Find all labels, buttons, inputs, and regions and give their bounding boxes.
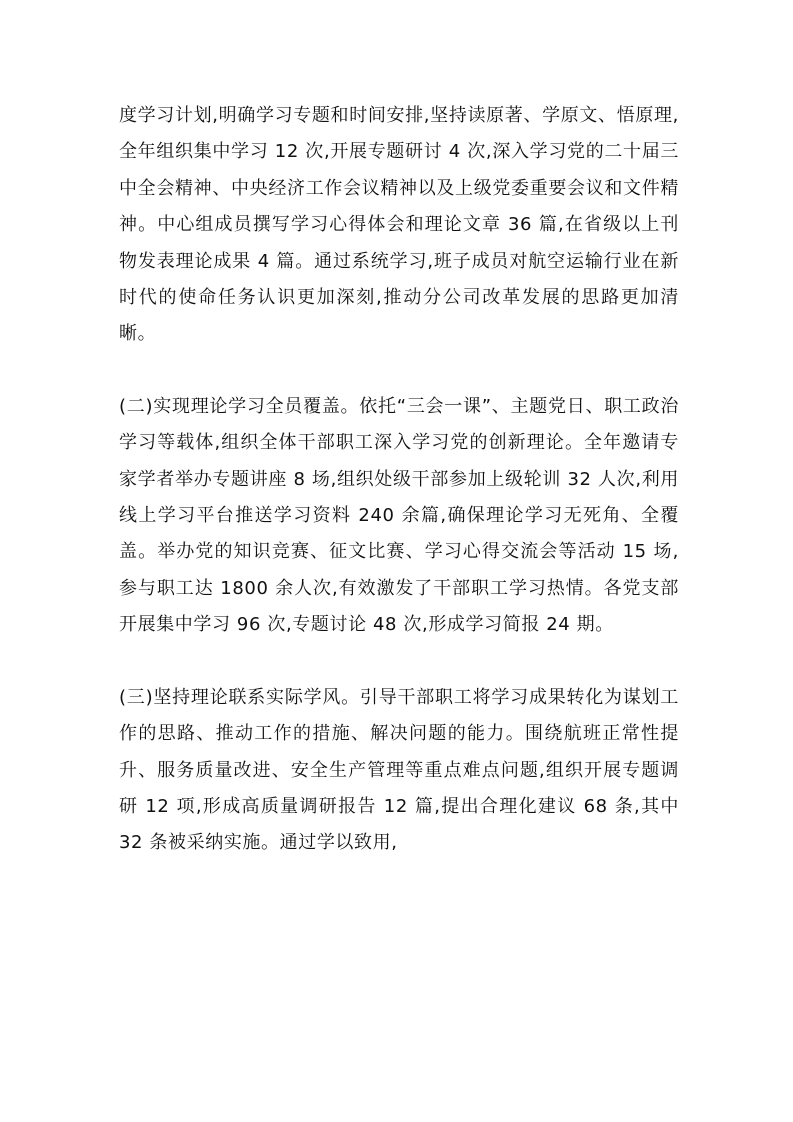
paragraph-study-plan: 度学习计划,明确学习专题和时间安排,坚持读原著、学原文、悟原理,全年组织集中学习 12 次,开展专题研讨 4 次,深入学习党的二十届三中全会精神、中央经济工作会议精神以及上级党委重要会议和文件精神。中心组成员撰写学习心得体会和理论文章 36 篇,在省级以上刊物发表理论成果 4 篇。通过系统学习,班子成员对航空运输行业在新时代的使命任务认识更加深刻,推动分公司改革发展的思路更加清晰。 [119,105,679,345]
paragraph-practice-style: (三)坚持理论联系实际学风。引导干部职工将学习成果转化为谋划工作的思路、推动工作的措施、解决问题的能力。围绕航班正常性提升、服务质量改进、安全生产管理等重点难点问题,组织开展专题调研 12 项,形成高质量调研报告 12 篇,提出合理化建议 68 条,其中 32 条被采纳实施。通过学以致用, [119,686,679,854]
document-body [119,98,679,862]
paragraph-full-coverage: (二)实现理论学习全员覆盖。依托“三会一课”、主题党日、职工政治学习等载体,组织全体干部职工深入学习党的创新理论。全年邀请专家学者举办专题讲座 8 场,组织处级干部参加上级轮训 32 人次,利用线上学习平台推送学习资料 240 余篇,确保理论学习无死角、全覆盖。举办党的知识竞赛、征文比赛、学习心得交流会等活动 15 场,参与职工达 1800 余人次,有效激发了干部职工学习热情。各党支部开展集中学习 96 次,专题讨论 48 次,形成学习简报 24 期。 [119,395,679,636]
